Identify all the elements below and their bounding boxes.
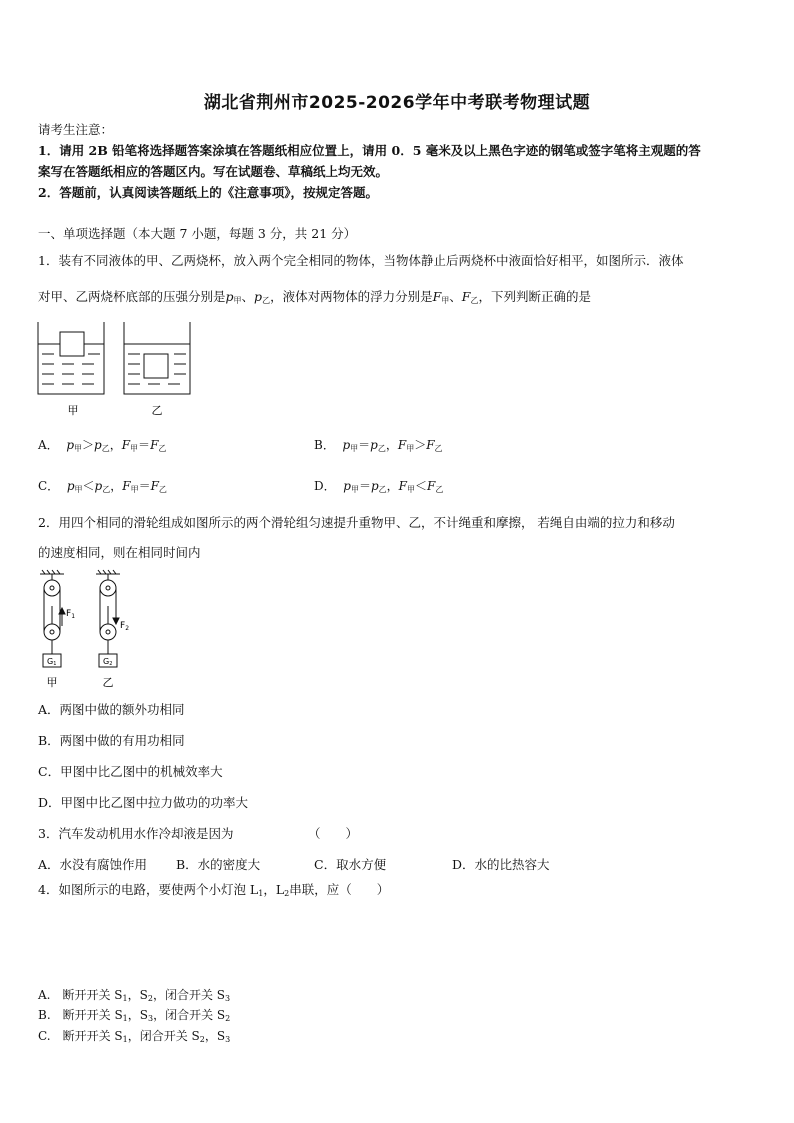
- notice-line-1b: 案写在答题纸相应的答题区内。写在试题卷、草稿纸上均无效。: [38, 164, 389, 179]
- weight-label-g2: G2: [103, 657, 113, 667]
- q2-option-d[interactable]: D．甲图中比乙图中拉力做功的功率大: [38, 795, 249, 810]
- force-label-f2: $F_2$: [120, 621, 130, 632]
- movable-pulley-yi: [100, 624, 116, 640]
- q3-option-a[interactable]: A．水没有腐蚀作用: [38, 857, 148, 872]
- q4-option-a[interactable]: A. 断开开关 $S_1$，$S_2$，闭合开关 $S_3$: [38, 988, 231, 1003]
- page-title: 湖北省荆州市2025-2026学年中考联考物理试题: [203, 93, 591, 113]
- q1-option-c[interactable]: C． $p_甲<p_乙$，$F_甲=F_乙$: [38, 479, 167, 494]
- notice-heading: 请考生注意：: [38, 122, 114, 137]
- q2-pulley-figure: [36, 568, 136, 692]
- q2-option-c[interactable]: C．甲图中比乙图中的机械效率大: [38, 764, 223, 779]
- beaker-jia: [38, 322, 104, 394]
- q1-option-b[interactable]: B． $p_甲=p_乙$，$F_甲>F_乙$: [314, 438, 443, 453]
- notice-line-1a: 1．请用 2B 铅笔将选择题答案涂填在答题纸相应位置上，请用 0．5 毫米及以上黑色字迹的钢笔或签字笔将主观题的答: [38, 143, 701, 158]
- pulley-label-jia: 甲: [46, 676, 58, 689]
- q4-option-c[interactable]: C. 断开开关 $S_1$，闭合开关 $S_2$，$S_3$: [38, 1029, 231, 1044]
- q1-beakers-figure: [36, 320, 196, 420]
- q4-stem: 4．如图所示的电路，要使两个小灯泡 $L_1$，$L_2$串联，应（ ）: [38, 882, 390, 898]
- beaker-label-jia: 甲: [67, 404, 79, 417]
- q4-option-b[interactable]: B. 断开开关 $S_1$，$S_3$，闭合开关 $S_2$: [38, 1008, 231, 1023]
- fixed-pulley-yi: [100, 580, 116, 596]
- q1-option-a[interactable]: A． $p_甲>p_乙$，$F_甲=F_乙$: [38, 438, 167, 453]
- q3-option-b[interactable]: B．水的密度大: [176, 857, 261, 872]
- q1-option-d[interactable]: D． $p_甲=p_乙$，$F_甲<F_乙$: [314, 479, 444, 494]
- q1-stem-line2: 对甲、乙两烧杯底部的压强分别是$p_甲$、$p_乙$，液体对两物体的浮力分别是$F_甲$、$F_乙$，下列判断正确的是: [38, 289, 591, 305]
- q1-stem-line1: 1．装有不同液体的甲、乙两烧杯，放入两个完全相同的物体，当物体静止后两烧杯中液面恰好相平，如图所示．液体: [38, 253, 684, 268]
- q3-option-c[interactable]: C．取水方便: [314, 857, 387, 872]
- fixed-pulley-jia: [44, 580, 60, 596]
- notice-line-2: 2．答题前，认真阅读答题纸上的《注意事项》，按规定答题。: [38, 185, 378, 200]
- q3-answer-paren: （ ）: [308, 826, 359, 841]
- movable-pulley-jia: [44, 624, 60, 640]
- weight-label-g1: G1: [47, 657, 57, 667]
- pulley-label-yi: 乙: [102, 676, 114, 689]
- q3-option-d[interactable]: D．水的比热容大: [452, 857, 550, 872]
- q2-stem-line1: 2．用四个相同的滑轮组成如图所示的两个滑轮组匀速提升重物甲、乙，不计绳重和摩擦， 若绳自由端的拉力和移动: [38, 515, 675, 530]
- force-label-f1: $F_1$: [66, 609, 76, 620]
- section-heading: 一、单项选择题（本大题 7 小题，每题 3 分，共 21 分）: [38, 226, 357, 241]
- q2-option-a[interactable]: A．两图中做的额外功相同: [38, 702, 185, 717]
- q2-stem-line2: 的速度相同，则在相同时间内: [38, 545, 201, 560]
- beaker-label-yi: 乙: [151, 404, 163, 417]
- q2-option-b[interactable]: B．两图中做的有用功相同: [38, 733, 185, 748]
- beaker-yi: [124, 322, 190, 394]
- q3-stem: 3．汽车发动机用水作冷却液是因为: [38, 826, 234, 841]
